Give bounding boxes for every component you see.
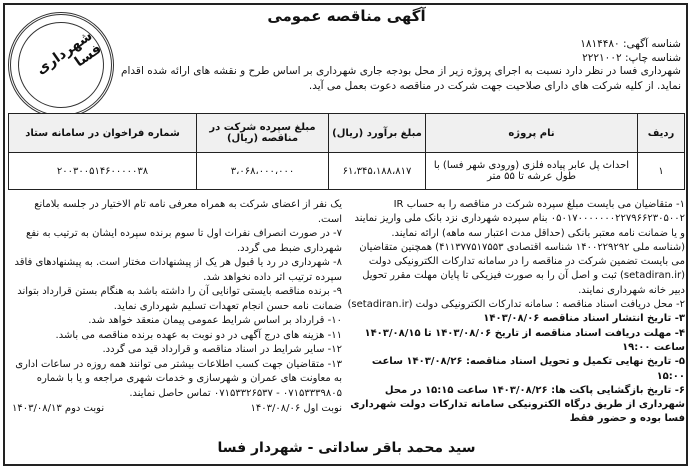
header-deposit: مبلغ سپرده شرکت در مناقصه (ریال) (197, 114, 329, 153)
cell-call-number: ۲۰۰۳۰۰۵۱۴۶۰۰۰۰۰۳۸ (9, 153, 197, 190)
condition-item: ۲- محل دریافت اسناد مناقصه : سامانه تدارکات الکترونیکی دولت (setadiran.ir) (347, 299, 685, 311)
header-call-number: شماره فراخوان در سامانه ستاد (9, 114, 197, 153)
condition-item: ۱- متقاضیان می بایست مبلغ سپرده شرکت در مناقصه را به حساب IR ۰۵۰۱۷۰۰۰۰۰۰۰۲۲۷۹۶۶۲۳۰۵۰۰۲ بنام سپرده شهرداری نزد بانک ملی واریز نمایند و یا ضمانت نامه معتبر بانکی (حداقل مدت اعتبار سه ماهه) ارائه نمایند. (354, 199, 685, 239)
ad-number: شناسه آگهی: ۱۸۱۴۴۸۰ (580, 38, 681, 50)
publication-dates (12, 402, 342, 417)
condition-item: ۶- تاریخ بازگشایی پاکت ها: ۱۴۰۳/۰۸/۲۶ ساعت ۱۵:۱۵ در محل شهرداری از طریق درگاه الکترونیکی سامانه تدارکات دولت شهرداری فسا بوده و حضور فقط (350, 384, 685, 425)
second-run-date: نوبت دوم ۱۴۰۳/۰۸/۱۳ (12, 403, 105, 414)
header-estimate: مبلغ برآورد (ریال) (329, 114, 426, 153)
notice-title: آگهی مناقصه عمومی (267, 7, 426, 25)
first-run-date: نوبت اول ۱۴۰۳/۰۸/۰۶ (250, 403, 342, 414)
condition-item: ۵- تاریخ نهایی تکمیل و تحویل اسناد مناقصه: ۱۴۰۳/۰۸/۲۶ ساعت ۱۵:۰۰ (371, 356, 685, 382)
municipality-seal (8, 12, 114, 118)
signature: سید محمد باقر ساداتی - شهردار فسا (217, 440, 476, 456)
condition-item: ۸- شهرداری در رد یا قبول هر یک از پیشنهادات مختار است. به پیشنهادهای فاقد سپرده ترتیب اثر داده نخواهد شد. (14, 257, 342, 283)
condition-item: ۱۰- قرارداد بر اساس شرایط عمومی پیمان منعقد خواهد شد. (88, 315, 342, 326)
print-number: شناسه چاپ: ۲۲۲۱۰۰۲ (582, 52, 681, 64)
header-row-number: ردیف (638, 114, 685, 153)
table-header-row (9, 114, 685, 153)
conditions-right-column (347, 198, 685, 427)
condition-item: ۱۱- هزینه های درج آگهی در دو نوبت به عهده برنده مناقصه می باشد. (55, 329, 342, 341)
cell-deposit: ۳،۰۶۸،۰۰۰،۰۰۰ (197, 153, 329, 190)
condition-item: ۱۲- سایر شرایط در اسناد مناقصه و قرارداد قید می گردد. (102, 344, 342, 355)
header-project-name: نام پروژه (426, 114, 638, 153)
intro-paragraph: شهرداری فسا در نظر دارد نسبت به اجرای پروژه زیر از محل بودجه جاری شهرداری بر اساس طرح و نقشه های ارائه شده اقدام نماید. از کلیه شرکت های دارای صلاحیت جهت شرکت در مناقصه دعوت بعمل می آید. (121, 65, 681, 92)
condition-item: ۴- مهلت دریافت اسناد مناقصه از تاریخ ۱۴۰۳/۰۸/۰۶ تا ۱۴۰۳/۰۸/۱۵ ساعت ۱۹:۰۰ (364, 327, 685, 353)
table-row (9, 153, 685, 190)
condition-item: ۱۳- متقاضیان جهت کسب اطلاعات بیشتر می توانند همه روزه در ساعات اداری به معاونت های عمران و شهرسازی و خدمات شهری مراجعه و یا با شماره ۰۷۱۵۳۳۳۹۸۰۵ - ۰۷۱۵۳۳۲۶۵۳۷ تماس حاصل نمایند. (15, 358, 342, 399)
cell-estimate: ۶۱،۳۴۵،۱۸۸،۸۱۷ (329, 153, 426, 190)
cell-project-name: احداث پل عابر پیاده فلزی (ورودی شهر فسا) با طول عرشه تا ۵۵ متر (426, 153, 638, 190)
condition-item: یک نفر از اعضای شرکت به همراه معرفی نامه تام الاختیار در جلسه بلامانع است. (34, 199, 342, 225)
tender-table (8, 113, 685, 190)
condition-item: ۳- تاریخ انتشار اسناد مناقصه ۱۴۰۳/۰۸/۰۶ (483, 313, 685, 325)
seal-text: شهرداری فسا (1, 5, 121, 125)
condition-item: (شناسه ملی ۱۴۰۰۲۲۹۲۹۲ شناسه اقتصادی ۴۱۱۳۷۷۵۱۷۵۵۳) همچنین متقاضیان می بایست تضمین شرکت در مناقصه را در سامانه تدارکات الکترونیکی دولت (setadiran.ir) ثبت و اصل آن را به صورت فیزیکی تا پایان مهلت مقرر تحویل دبیر خانه شهرداری نمایند. (359, 241, 685, 296)
condition-item: ۷- در صورت انصراف نفرات اول تا سوم برنده سپرده ایشان به ترتیب به نفع شهرداری ضبط می گردد. (26, 228, 342, 254)
conditions-left-column (12, 198, 342, 417)
cell-row-number: ۱ (638, 153, 685, 190)
condition-item: ۹- برنده مناقصه بایستی توانایی آن را داشته باشد به هنگام بستن قرارداد بتواند ضمانت نامه حسن انجام تعهدات تسلیم شهرداری نماید. (17, 286, 342, 312)
